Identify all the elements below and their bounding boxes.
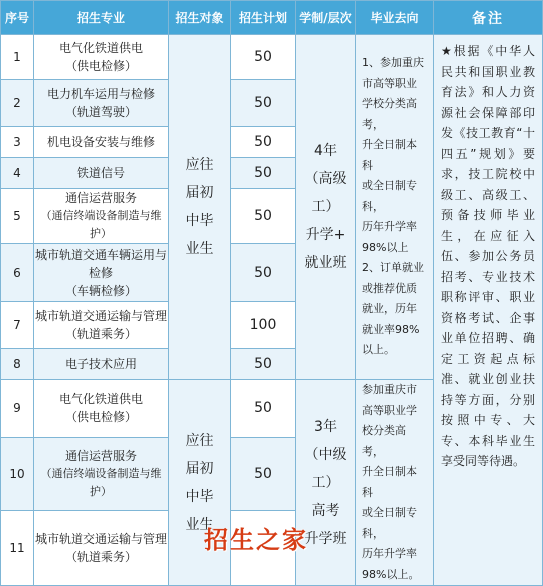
row-major <box>34 349 169 380</box>
destination-line: 市高等职业 <box>362 76 417 90</box>
major-direction: （通信终端设备制造与维护） <box>40 209 162 240</box>
study-line: （高级工） <box>304 171 347 215</box>
destination-line: 以上。 <box>362 343 395 357</box>
row-seq: 1 <box>1 35 34 80</box>
row-major <box>34 511 169 586</box>
row-plan: 50 <box>231 80 296 127</box>
study-line: （中级工） <box>304 446 347 491</box>
target-line: 中毕 <box>185 488 214 505</box>
major-direction: （轨道驾驶） <box>64 105 137 119</box>
row-plan: 50 <box>231 189 296 244</box>
destination-line: 升全日制本科 <box>362 138 417 172</box>
major-name: 电子技术应用 <box>64 357 137 371</box>
major-name: 城市轨道交通运输与管理 <box>34 309 167 323</box>
destination-cell <box>356 380 434 586</box>
target-line: 应往 <box>185 157 214 173</box>
row-seq: 8 <box>1 349 34 380</box>
row-plan: 50 <box>231 35 296 80</box>
major-direction: （供电检修） <box>64 410 137 425</box>
target-cell <box>169 35 231 380</box>
destination-line: 或全日制专科， <box>362 506 417 540</box>
destination-line: 就业，历年 <box>362 302 417 316</box>
header-major: 招生专业 <box>34 1 169 35</box>
major-direction: （通信终端设备制造与维护） <box>40 467 162 499</box>
row-major <box>34 158 169 189</box>
watermark-logo: 招生之家 <box>204 525 308 554</box>
row-major <box>34 80 169 127</box>
row-seq: 10 <box>1 437 34 510</box>
destination-line: 升全日制本科 <box>362 465 417 499</box>
row-plan: 50 <box>231 158 296 189</box>
study-line: 4年 <box>314 143 337 159</box>
row-seq: 5 <box>1 189 34 244</box>
row-major <box>34 380 169 438</box>
target-line: 业生 <box>185 516 214 533</box>
study-cell <box>296 35 356 380</box>
study-line: 高考 <box>311 502 340 519</box>
row-plan: 50 <box>231 437 296 510</box>
row-plan: 100 <box>231 302 296 349</box>
major-name: 城市轨道交通运输与管理 <box>34 532 167 547</box>
destination-line: 或推荐优质 <box>362 281 417 295</box>
row-major <box>34 437 169 510</box>
row-seq: 3 <box>1 127 34 158</box>
row-major <box>34 189 169 244</box>
target-line: 应往 <box>185 432 214 449</box>
target-line: 业生 <box>185 241 214 257</box>
header-note: 备注 <box>434 1 543 35</box>
study-line: 就业班 <box>304 255 347 271</box>
major-name: 通信运营服务 <box>64 449 137 464</box>
major-name: 机电设备安装与维修 <box>46 135 155 149</box>
destination-line: 2、订单就业 <box>362 261 424 275</box>
destination-line: 1、参加重庆 <box>362 56 424 70</box>
destination-line: 参加重庆市 <box>362 383 417 396</box>
header-plan: 招生计划 <box>231 1 296 35</box>
target-line: 届初 <box>185 460 214 477</box>
row-plan: 50 <box>231 380 296 438</box>
major-name: 电气化铁道供电 <box>58 41 143 55</box>
row-seq: 4 <box>1 158 34 189</box>
major-name: 通信运营服务 <box>64 191 137 205</box>
study-line: 升学+ <box>305 227 346 243</box>
row-seq: 11 <box>1 511 34 586</box>
major-name: 铁道信号 <box>76 166 125 180</box>
target-line: 中毕 <box>185 213 214 229</box>
row-major <box>34 127 169 158</box>
destination-line: 校分类高考， <box>362 424 406 458</box>
destination-line: 历年升学率 <box>362 220 417 234</box>
destination-line: 98%以上 <box>362 240 409 254</box>
row-plan: 50 <box>231 244 296 302</box>
row-major <box>34 35 169 80</box>
study-line: 升学班 <box>304 530 347 547</box>
row-major <box>34 302 169 349</box>
major-name: 电力机车运用与检修 <box>46 87 155 101</box>
header-target: 招生对象 <box>169 1 231 35</box>
table-row <box>1 35 543 80</box>
major-direction: （轨道乘务） <box>64 550 137 565</box>
row-major <box>34 244 169 302</box>
row-seq: 9 <box>1 380 34 438</box>
destination-line: 学校分类高考， <box>362 97 417 131</box>
header-study: 学制/层次 <box>296 1 356 35</box>
row-plan: 50 <box>231 127 296 158</box>
destination-line: 或全日制专科， <box>362 179 417 213</box>
destination-cell <box>356 35 434 380</box>
header-seq: 序号 <box>1 1 34 35</box>
destination-line: 高等职业学 <box>362 403 417 417</box>
header-dest: 毕业去向 <box>356 1 434 35</box>
study-line: 3年 <box>314 418 337 435</box>
row-seq: 7 <box>1 302 34 349</box>
target-line: 届初 <box>185 185 214 201</box>
destination-line: 就业率98% <box>362 322 420 336</box>
destination-line: 历年升学率 <box>362 547 417 560</box>
destination-line: 98%以上。 <box>362 567 420 581</box>
row-seq: 2 <box>1 80 34 127</box>
header-row <box>1 1 543 35</box>
major-direction: （供电检修） <box>64 59 137 73</box>
row-seq: 6 <box>1 244 34 302</box>
major-name: 电气化铁道供电 <box>58 392 143 407</box>
major-direction: （车辆检修） <box>64 283 137 298</box>
major-name: 城市轨道交通车辆运用与检修 <box>34 247 167 280</box>
major-direction: （轨道乘务） <box>64 327 137 341</box>
row-plan: 50 <box>231 349 296 380</box>
note-cell: ★根据《中华人民共和国职业教育法》和人力资源社会保障部印发《技工教育“十四五”规划》要求，技工院校中级工、高级工、预备技师毕业生，在应征入伍、参加公务员招考、专业技术职称评审、职业资格考试、企事业单位招聘、确定工资起点标准、就业创业扶持等方面，分别按照中专、大专、本科毕业生享受同等待遇。 <box>434 35 543 586</box>
